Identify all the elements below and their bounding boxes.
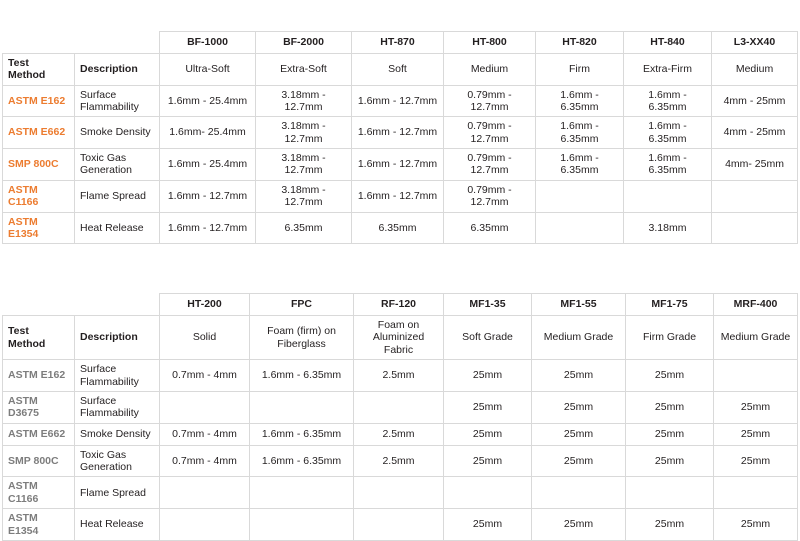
table-row — [3, 212, 798, 244]
table2-row4-col3 — [444, 477, 532, 509]
table2-row0-col1: 1.6mm - 6.35mm — [250, 360, 354, 392]
table1-code-blank-1 — [3, 31, 75, 53]
table1-code-blank-2 — [75, 31, 160, 53]
table1-row4-method: ASTM E1354 — [3, 212, 75, 244]
table1-row3-col0: 1.6mm - 12.7mm — [160, 180, 256, 212]
table2-row3-description: Toxic Gas Generation — [75, 445, 160, 477]
table1-row0-col4: 1.6mm - 6.35mm — [536, 85, 624, 117]
table2-row4-col4 — [532, 477, 626, 509]
table2-row0-col4: 25mm — [532, 360, 626, 392]
table2-header-soft-grade: Soft Grade — [444, 316, 532, 360]
table2-row0-description: Surface Flammability — [75, 360, 160, 392]
table2-header-solid: Solid — [160, 316, 250, 360]
table2-row4-col5 — [626, 477, 714, 509]
table2-code-mf135: MF1-35 — [444, 294, 532, 316]
table2-row3-col3: 25mm — [444, 445, 532, 477]
table1-header-row — [3, 53, 798, 85]
table1-row1-col5: 1.6mm - 6.35mm — [624, 117, 712, 149]
table2-row1-col5: 25mm — [626, 391, 714, 423]
table1-row4-description: Heat Release — [75, 212, 160, 244]
table1-code-ht800: HT-800 — [444, 31, 536, 53]
table2-band-blank — [3, 262, 160, 293]
table2-row2-col0: 0.7mm - 4mm — [160, 423, 250, 445]
table2-row4-col2 — [354, 477, 444, 509]
table2-row1-col0 — [160, 391, 250, 423]
table1-header-ultra-soft: Ultra-Soft — [160, 53, 256, 85]
table1-row1-col4: 1.6mm - 6.35mm — [536, 117, 624, 149]
table2-row2-col4: 25mm — [532, 423, 626, 445]
table-row — [3, 360, 798, 392]
table2-row2-col1: 1.6mm - 6.35mm — [250, 423, 354, 445]
table2-row4-description: Flame Spread — [75, 477, 160, 509]
table1-header-test-method: Test Method — [3, 53, 75, 85]
table1-row3-col6 — [712, 180, 798, 212]
table2-row5-col1 — [250, 509, 354, 541]
table1-row2-col5: 1.6mm - 6.35mm — [624, 149, 712, 181]
table1-row3-col2: 1.6mm - 12.7mm — [352, 180, 444, 212]
table1-row1-col2: 1.6mm - 12.7mm — [352, 117, 444, 149]
table1-row1-description: Smoke Density — [75, 117, 160, 149]
table1-row1-method: ASTM E662 — [3, 117, 75, 149]
table1-row0-description: Surface Flammability — [75, 85, 160, 117]
table2-row2-col5: 25mm — [626, 423, 714, 445]
table1-header-medium: Medium — [444, 53, 536, 85]
table2-row4-col6 — [714, 477, 798, 509]
table1-band-blank — [3, 0, 160, 31]
table-row — [3, 391, 798, 423]
table2-row1-col6: 25mm — [714, 391, 798, 423]
table2-row3-col0: 0.7mm - 4mm — [160, 445, 250, 477]
table1-code-l3xx40: L3-XX40 — [712, 31, 798, 53]
table2-code-fpc: FPC — [250, 294, 354, 316]
table1-row1-col1: 3.18mm - 12.7mm — [256, 117, 352, 149]
table-row — [3, 85, 798, 117]
table1-code-row — [3, 31, 798, 53]
table1-header-extra-firm: Extra-Firm — [624, 53, 712, 85]
table1-code-bf1000: BF-1000 — [160, 31, 256, 53]
table1-row2-description: Toxic Gas Generation — [75, 149, 160, 181]
table2-row5-method: ASTM E1354 — [3, 509, 75, 541]
table2-row5-col4: 25mm — [532, 509, 626, 541]
table1-row3-col4 — [536, 180, 624, 212]
table2-row2-col3: 25mm — [444, 423, 532, 445]
table2-row2-col2: 2.5mm — [354, 423, 444, 445]
table-row — [3, 477, 798, 509]
table1-row0-col0: 1.6mm - 25.4mm — [160, 85, 256, 117]
table2-header-medium-grade-2: Medium Grade — [714, 316, 798, 360]
table-row — [3, 445, 798, 477]
table1-row2-col1: 3.18mm - 12.7mm — [256, 149, 352, 181]
table1-header-medium-2: Medium — [712, 53, 798, 85]
table1-row3-col5 — [624, 180, 712, 212]
table2-band-reflective-thermal-barrier: Reflective Thermal Barrier — [354, 262, 444, 293]
table1-code-ht870: HT-870 — [352, 31, 444, 53]
table2-row1-col4: 25mm — [532, 391, 626, 423]
table1-row1-col6: 4mm - 25mm — [712, 117, 798, 149]
table1-header-extra-soft: Extra-Soft — [256, 53, 352, 85]
table1-row2-col6: 4mm- 25mm — [712, 149, 798, 181]
table2-row1-method: ASTM D3675 — [3, 391, 75, 423]
table1-code-ht820: HT-820 — [536, 31, 624, 53]
table2-band-seat-cushion-foam: Seat Cushion Foam — [444, 262, 714, 293]
table1-row1-col3: 0.79mm - 12.7mm — [444, 117, 536, 149]
table1-header-soft: Soft — [352, 53, 444, 85]
table1-code-ht840: HT-840 — [624, 31, 712, 53]
table1-row0-col6: 4mm - 25mm — [712, 85, 798, 117]
table2-row1-col1 — [250, 391, 354, 423]
table1-row3-col3: 0.79mm - 12.7mm — [444, 180, 536, 212]
table2-row2-method: ASTM E662 — [3, 423, 75, 445]
table2-code-blank-1 — [3, 294, 75, 316]
table2-row5-col5: 25mm — [626, 509, 714, 541]
table1-header-description: Description — [75, 53, 160, 85]
table1-band-row — [3, 0, 798, 31]
table2-band-backrest-cushion-foam: Backrest Cushion Foam — [714, 262, 798, 293]
table1-header-firm: Firm — [536, 53, 624, 85]
table-row — [3, 423, 798, 445]
table1-row0-col2: 1.6mm - 12.7mm — [352, 85, 444, 117]
table1-row3-method: ASTM C1166 — [3, 180, 75, 212]
table2-header-row — [3, 316, 798, 360]
table2-row0-col2: 2.5mm — [354, 360, 444, 392]
table2-code-ht200: HT-200 — [160, 294, 250, 316]
table-row — [3, 180, 798, 212]
table2-row0-col5: 25mm — [626, 360, 714, 392]
table1-code-bf2000: BF-2000 — [256, 31, 352, 53]
table1-row4-col3: 6.35mm — [444, 212, 536, 244]
table2-code-rf120: RF-120 — [354, 294, 444, 316]
table2-row3-col6: 25mm — [714, 445, 798, 477]
table1-row4-col1: 6.35mm — [256, 212, 352, 244]
barrier-cushion-foam-table — [2, 262, 798, 541]
table-row — [3, 149, 798, 181]
table2-row1-col2 — [354, 391, 444, 423]
table1-row2-col0: 1.6mm - 25.4mm — [160, 149, 256, 181]
table2-row5-col6: 25mm — [714, 509, 798, 541]
table2-row4-method: ASTM C1166 — [3, 477, 75, 509]
table1-row2-col3: 0.79mm - 12.7mm — [444, 149, 536, 181]
table2-band-row — [3, 262, 798, 293]
table2-header-foam-aluminized: Foam on Aluminized Fabric — [354, 316, 444, 360]
table1-row4-col5: 3.18mm — [624, 212, 712, 244]
table2-row3-col2: 2.5mm — [354, 445, 444, 477]
table2-row5-col2 — [354, 509, 444, 541]
table1-row2-col2: 1.6mm - 12.7mm — [352, 149, 444, 181]
table2-row1-description: Surface Flammability — [75, 391, 160, 423]
table2-row3-method: SMP 800C — [3, 445, 75, 477]
table-row — [3, 509, 798, 541]
table1-row2-method: SMP 800C — [3, 149, 75, 181]
table2-row2-col6: 25mm — [714, 423, 798, 445]
table1-row0-col5: 1.6mm - 6.35mm — [624, 85, 712, 117]
table2-row4-col1 — [250, 477, 354, 509]
table2-row1-col3: 25mm — [444, 391, 532, 423]
table2-row3-col1: 1.6mm - 6.35mm — [250, 445, 354, 477]
table2-header-test-method: Test Method — [3, 316, 75, 360]
table2-code-row — [3, 294, 798, 316]
table2-header-medium-grade: Medium Grade — [532, 316, 626, 360]
table2-row5-description: Heat Release — [75, 509, 160, 541]
table1-band-vibration: Vibration Isolation (Floating Floor) — [352, 0, 798, 31]
table1-row1-col0: 1.6mm- 25.4mm — [160, 117, 256, 149]
table1-row4-col2: 6.35mm — [352, 212, 444, 244]
table2-code-mf175: MF1-75 — [626, 294, 714, 316]
table2-row3-col5: 25mm — [626, 445, 714, 477]
table2-row0-col6 — [714, 360, 798, 392]
table1-row4-col0: 1.6mm - 12.7mm — [160, 212, 256, 244]
table1-row0-col1: 3.18mm - 12.7mm — [256, 85, 352, 117]
table2-header-firm-grade: Firm Grade — [626, 316, 714, 360]
seals-gaskets-vibration-table — [2, 0, 798, 244]
table2-code-blank-2 — [75, 294, 160, 316]
table2-band-acoustic-barrier: Acoustic Barrier — [160, 262, 250, 293]
table1-row0-method: ASTM E162 — [3, 85, 75, 117]
table2-row2-description: Smoke Density — [75, 423, 160, 445]
table-row — [3, 117, 798, 149]
table2-code-mf155: MF1-55 — [532, 294, 626, 316]
table2-header-description: Description — [75, 316, 160, 360]
table1-band-seals: Seals / Gaskets / Insulation / Gap-Filling — [160, 0, 352, 31]
table2-header-foam-fiberglass: Foam (firm) on Fiberglass — [250, 316, 354, 360]
table2-row5-col3: 25mm — [444, 509, 532, 541]
table2-row4-col0 — [160, 477, 250, 509]
table2-row3-col4: 25mm — [532, 445, 626, 477]
table1-row3-col1: 3.18mm - 12.7mm — [256, 180, 352, 212]
table1-row0-col3: 0.79mm - 12.7mm — [444, 85, 536, 117]
table2-code-mrf400: MRF-400 — [714, 294, 798, 316]
table2-band-insulation-fire-barrier: Insulation / Fire Barrier — [250, 262, 354, 293]
table1-row2-col4: 1.6mm - 6.35mm — [536, 149, 624, 181]
table2-row5-col0 — [160, 509, 250, 541]
table1-row3-description: Flame Spread — [75, 180, 160, 212]
table1-row4-col4 — [536, 212, 624, 244]
table2-row0-method: ASTM E162 — [3, 360, 75, 392]
table2-row0-col3: 25mm — [444, 360, 532, 392]
table1-row4-col6 — [712, 212, 798, 244]
table2-row0-col0: 0.7mm - 4mm — [160, 360, 250, 392]
